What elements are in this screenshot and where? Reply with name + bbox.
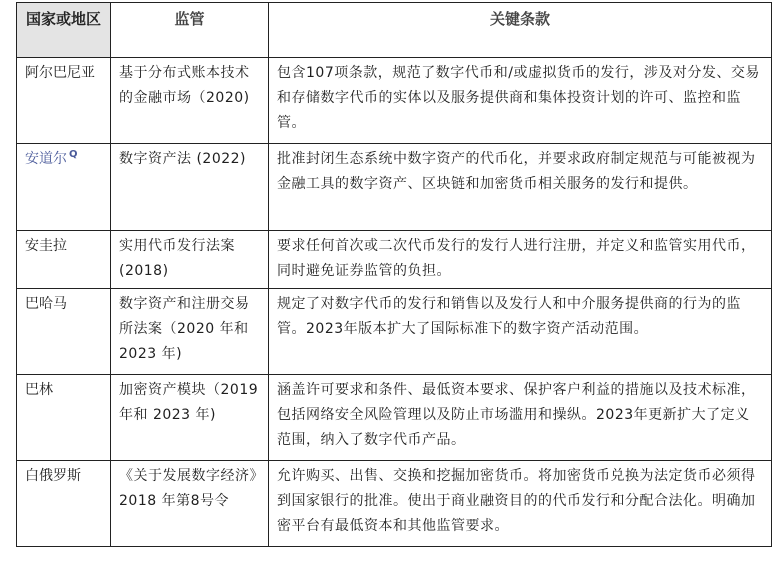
country-name[interactable]: 安道尔 [25,151,67,167]
country-cell: 巴哈马 [17,289,111,375]
table-row [17,231,772,289]
header-provisions: 关键条款 [269,3,772,58]
regulation-table [16,2,772,547]
provisions-cell: 批准封闭生态系统中数字资产的代币化，并要求政府制定规范与可能被视为金融工具的数字资产、区块链和加密货币相关服务的发行和提供。 [269,144,772,231]
provisions-cell: 规定了对数字代币的发行和销售以及发行人和中介服务提供商的行为的监管。2023年版本扩大了国际标准下的数字资产活动范围。 [269,289,772,375]
regulation-cell: 数字资产法 (2022) [111,144,269,231]
country-cell: 阿尔巴尼亚 [17,58,111,144]
country-cell: 白俄罗斯 [17,461,111,547]
search-marker-icon[interactable]: Q [69,149,78,161]
country-cell-link[interactable] [17,144,111,231]
header-country: 国家或地区 [17,3,111,58]
table-header-row [17,3,772,58]
provisions-cell: 允许购买、出售、交换和挖掘加密货币。将加密货币兑换为法定货币必须得到国家银行的批准。使出于商业融资目的的代币发行和分配合法化。明确加密平台有最低资本和其他监管要求。 [269,461,772,547]
regulation-cell: 《关于发展数字经济》2018 年第8号令 [111,461,269,547]
regulation-cell: 实用代币发行法案 (2018) [111,231,269,289]
country-cell: 安圭拉 [17,231,111,289]
header-regulation: 监管 [111,3,269,58]
provisions-cell: 涵盖许可要求和条件、最低资本要求、保护客户利益的措施以及技术标准，包括网络安全风险管理以及防止市场滥用和操纵。2023年更新扩大了定义范围，纳入了数字代币产品。 [269,375,772,461]
regulation-cell: 加密资产模块（2019 年和 2023 年) [111,375,269,461]
provisions-cell: 要求任何首次或二次代币发行的发行人进行注册，并定义和监管实用代币，同时避免证券监管的负担。 [269,231,772,289]
provisions-cell: 包含107项条款，规范了数字代币和/或虚拟货币的发行，涉及对分发、交易和存储数字代币的实体以及服务提供商和集体投资计划的许可、监控和监管。 [269,58,772,144]
table-row [17,144,772,231]
table-row [17,58,772,144]
table-row [17,289,772,375]
regulation-cell: 基于分布式账本技术的金融市场（2020) [111,58,269,144]
table-row [17,375,772,461]
country-cell: 巴林 [17,375,111,461]
regulation-cell: 数字资产和注册交易所法案（2020 年和 2023 年) [111,289,269,375]
table-row [17,461,772,547]
